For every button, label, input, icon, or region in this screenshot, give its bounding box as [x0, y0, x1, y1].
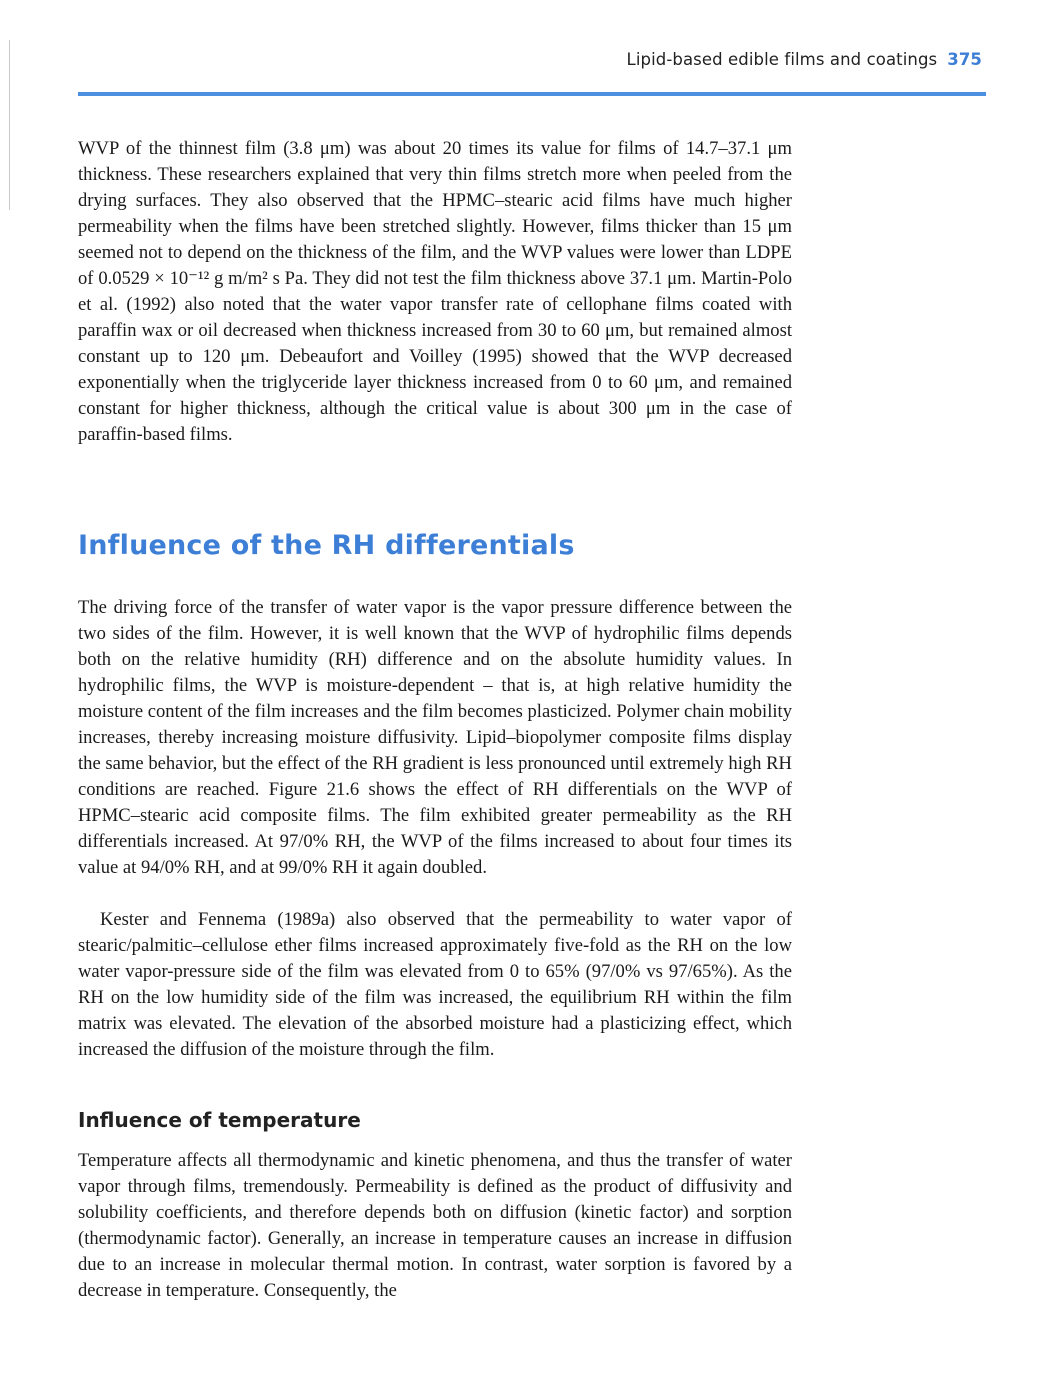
- running-title: Lipid-based edible films and coatings: [626, 50, 938, 69]
- paragraph-film-thickness: WVP of the thinnest film (3.8 μm) was about 20 times its value for films of 14.7–37.1 μm thickness. These researchers explained that very thin films stretch more when peeled from the drying surfaces. They also observed that the HPMC–stearic acid films have much higher permeability when the films have been stretched slightly. However, films thicker than 15 μm seemed not to depend on the thickness of the film, and the WVP values were lower than LDPE of 0.0529 × 10⁻¹² g m/m² s Pa. They did not test the film thickness above 37.1 μm. Martin-Polo et al. (1992) also noted that the water vapor transfer rate of cellophane films coated with paraffin wax or oil decreased when thickness increased from 30 to 60 μm, but remained almost constant up to 120 μm. Debeaufort and Voilley (1995) showed that the WVP decreased exponentially when the triglyceride layer thickness increased from 0 to 60 μm, and remained constant for higher thickness, although the critical value is about 300 μm in the case of paraffin-based films.: [78, 138, 792, 445]
- page-number: 375: [947, 50, 982, 69]
- subsection-heading: Influence of temperature: [78, 1108, 361, 1132]
- paragraph-temperature: Temperature affects all thermodynamic and kinetic phenomena, and thus the transfer of water vapor through films, tremendously. Permeability is defined as the product of diffusivity and solubility coefficients, and therefore depends both on diffusion (kinetic factor) and sorption (thermodynamic factor). Generally, an increase in temperature causes an increase in diffusion due to an increase in molecular thermal motion. In contrast, water sorption is favored by a decrease in temperature. Consequently, the: [78, 1150, 792, 1301]
- paragraph-kester-fennema: Kester and Fennema (1989a) also observed that the permeability to water vapor of stearic/palmitic–cellulose ether films increased approximately five-fold as the RH on the low water vapor-pressure side of the film was elevated from 0 to 65% (97/0% vs 97/65%). As the RH on the low humidity side of the film was increased, the equilibrium RH within the film matrix was elevated. The elevation of the absorbed moisture had a plasticizing effect, which increased the diffusion of the moisture through the film.: [78, 909, 792, 1060]
- running-header: [627, 50, 982, 69]
- header-rule: [78, 92, 986, 96]
- section-heading: Influence of the RH differentials: [78, 530, 575, 561]
- left-margin-rule: [9, 40, 10, 210]
- paragraph-rh-driving-force: The driving force of the transfer of water vapor is the vapor pressure difference between the two sides of the film. However, it is well known that the WVP of hydrophilic films depends both on the relative humidity (RH) difference and on the absolute humidity values. In hydrophilic films, the WVP is moisture-dependent – that is, at high relative humidity the moisture content of the film increases and the film becomes plasticized. Polymer chain mobility increases, thereby increasing moisture diffusivity. Lipid–biopolymer composite films display the same behavior, but the effect of the RH gradient is less pronounced until extremely high RH conditions are reached. Figure 21.6 shows the effect of RH differentials on the WVP of HPMC–stearic acid composite films. The film exhibited greater permeability as the RH differentials increased. At 97/0% RH, the WVP of the films increased to about four times its value at 94/0% RH, and at 99/0% RH it again doubled.: [78, 597, 792, 878]
